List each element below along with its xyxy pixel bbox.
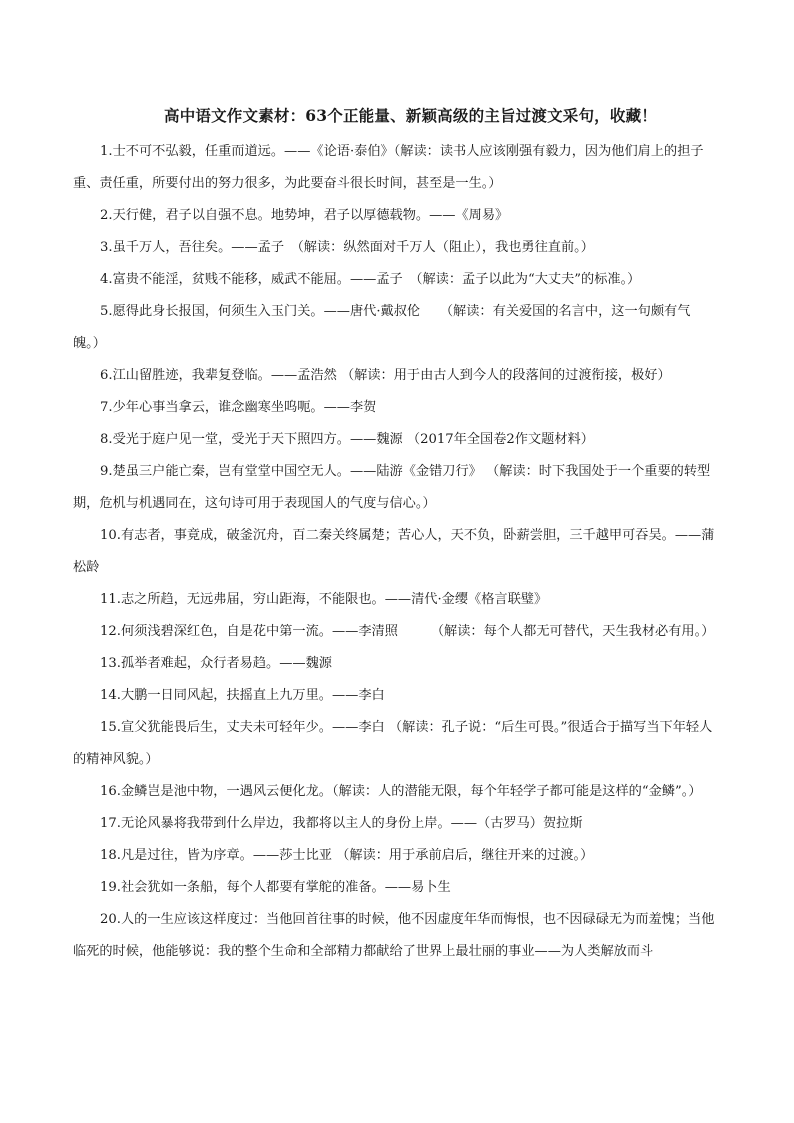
quote-item-19: 19.社会犹如一条船，每个人都要有掌舵的准备。——易卜生 — [100, 880, 451, 895]
quote-item-5: 5.愿得此身长报国，何须生入玉门关。——唐代·戴叔伦 （解读：有关爱国的名言中，这一句颇有气魄。） — [73, 304, 691, 351]
quote-item-18: 18.凡是过往，皆为序章。——莎士比亚 （解读：用于承前启后，继往开来的过渡。） — [100, 848, 594, 863]
quote-item-17: 17.无论风暴将我带到什么岸边，我都将以主人的身份上岸。——（古罗马）贺拉斯 — [100, 816, 583, 831]
quote-item-16: 16.金鳞岂是池中物，一遇风云便化龙。（解读：人的潜能无限，每个年轻学子都可能是这样的“金鳞”。） — [100, 784, 702, 799]
quote-item-1: 1.士不可不弘毅，任重而道远。——《论语·泰伯》（解读：读书人应该刚强有毅力，因为他们肩上的担子重、责任重，所要付出的努力很多，为此要奋斗很长时间，甚至是一生。） — [73, 144, 704, 191]
quote-item-7: 7.少年心事当拿云，谁念幽寒坐呜呃。——李贺 — [100, 400, 377, 415]
quote-item-13: 13.孤举者难起，众行者易趋。——魏源 — [100, 656, 332, 671]
quote-item-10: 10.有志者，事竟成，破釜沉舟，百二秦关终属楚；苦心人，天不负，卧薪尝胆，三千越甲可吞吴。——蒲松龄 — [73, 528, 715, 575]
quote-item-2: 2.天行健，君子以自强不息。地势坤，君子以厚德载物。——《周易》 — [100, 208, 509, 223]
quote-list — [73, 136, 716, 968]
quote-item-14: 14.大鹏一日同风起，扶摇直上九万里。——李白 — [100, 688, 385, 703]
quote-item-4: 4.富贵不能淫，贫贱不能移，威武不能屈。——孟子 （解读：孟子以此为“大丈夫”的标准。） — [100, 272, 641, 287]
quote-item-12: 12.何须浅碧深红色，自是花中第一流。——李清照 （解读：每个人都无可替代，天生我材必有用。） — [100, 624, 715, 639]
quote-item-15: 15.宣父犹能畏后生，丈夫未可轻年少。——李白 （解读：孔子说：“后生可畏。”很适合于描写当下年轻人的精神风貌。） — [73, 720, 713, 767]
quote-item-9: 9.楚虽三户能亡秦，岂有堂堂中国空无人。——陆游《金错刀行》 （解读：时下我国处于一个重要的转型期，危机与机遇同在，这句诗可用于表现国人的气度与信心。） — [73, 464, 711, 511]
quote-item-3: 3.虽千万人，吾往矣。——孟子 （解读：纵然面对千万人（阻止），我也勇往直前。） — [100, 240, 594, 255]
document-title: 高中语文作文素材：63个正能量、新颖高级的主旨过渡文采句，收藏！ — [164, 106, 657, 125]
quote-item-8: 8.受光于庭户见一堂，受光于天下照四方。——魏源 （2017年全国卷2作文题材料） — [100, 432, 594, 447]
quote-item-20: 20.人的一生应该这样度过：当他回首往事的时候，他不因虚度年华而悔恨，也不因碌碌无为而羞愧；当他临死的时候，他能够说：我的整个生命和全部精力都献给了世界上最壮丽的事业——为人类解放而斗 — [73, 912, 715, 959]
quote-item-6: 6.江山留胜迹，我辈复登临。——孟浩然 （解读：用于由古人到今人的段落间的过渡衔接，极好） — [100, 368, 671, 383]
quote-item-11: 11.志之所趋，无远弗届，穷山距海，不能限也。——清代·金缨《格言联璧》 — [100, 592, 548, 607]
